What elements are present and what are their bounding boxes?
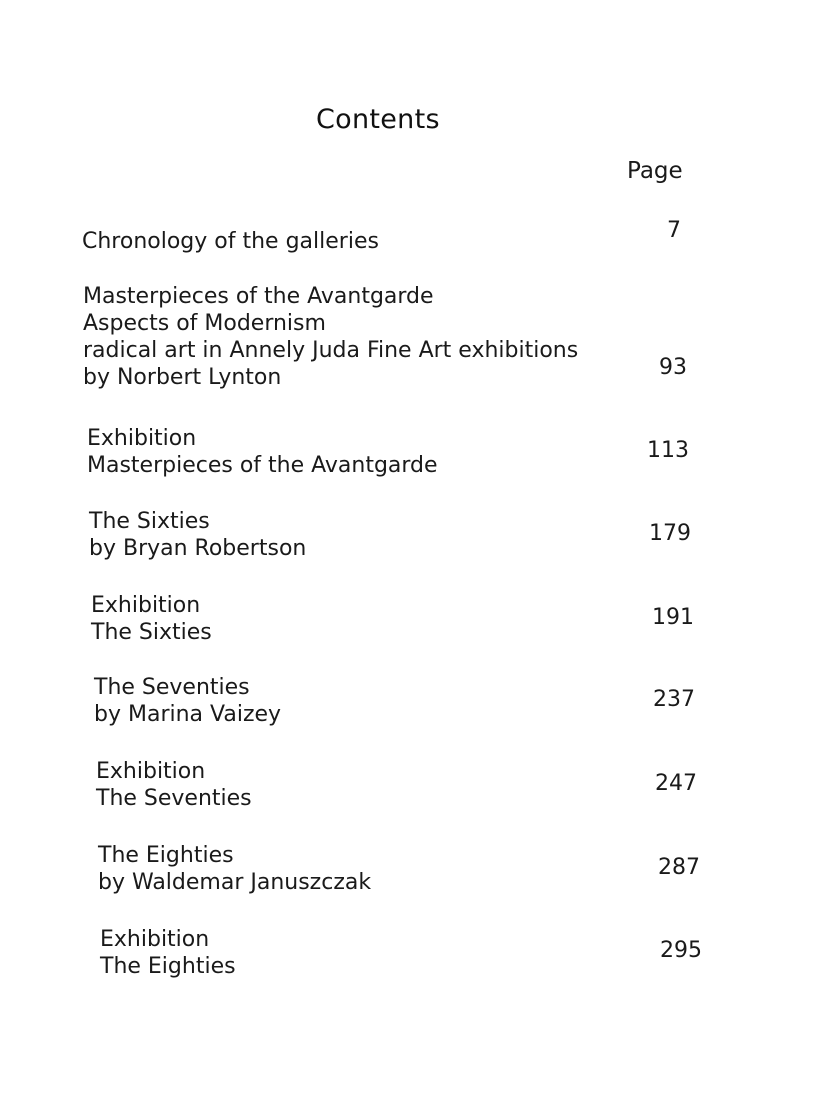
- entry-title-line: The Seventies: [94, 675, 250, 700]
- toc-entry-sixties-essay: [89, 508, 709, 562]
- entry-subtitle-line: The Seventies: [96, 786, 252, 811]
- entry-title-line: The Sixties: [89, 509, 210, 534]
- toc-entry-masterpieces-exhibition: [87, 425, 707, 479]
- entry-title-line: Chronology of the galleries: [82, 229, 379, 254]
- entry-author-line: by Marina Vaizey: [94, 702, 282, 727]
- entry-page-number: 287: [658, 855, 700, 880]
- entry-page-number: 237: [653, 687, 695, 712]
- entry-title-line: The Eighties: [98, 843, 234, 868]
- entry-title-line: Masterpieces of the Avantgarde: [83, 284, 434, 309]
- entry-page-number: 179: [649, 521, 691, 546]
- entry-author-line: by Bryan Robertson: [89, 536, 307, 561]
- entry-title-line: Exhibition: [87, 426, 197, 451]
- entry-page-number: 247: [655, 771, 697, 796]
- toc-entry-seventies-exhibition: [96, 758, 716, 812]
- entry-author-line: by Norbert Lynton: [83, 365, 282, 390]
- entry-subtitle-line: Masterpieces of the Avantgarde: [87, 453, 438, 478]
- entry-page-number: 93: [659, 355, 687, 380]
- entry-title-line: Exhibition: [100, 927, 210, 952]
- entry-subtitle-line: Aspects of Modernism: [83, 311, 326, 336]
- entry-page-number: 113: [647, 438, 689, 463]
- entry-subtitle-line: The Eighties: [100, 954, 236, 979]
- entry-page-number: 7: [667, 218, 681, 243]
- toc-entry-seventies-essay: [94, 674, 714, 728]
- toc-entry-masterpieces-essay: [83, 283, 703, 391]
- page-title: Contents: [316, 104, 440, 135]
- entry-title-line: Exhibition: [91, 593, 201, 618]
- entry-subtitle-line: The Sixties: [91, 620, 212, 645]
- entry-page-number: 191: [652, 605, 694, 630]
- entry-subtitle-line: radical art in Annely Juda Fine Art exhibitions: [83, 338, 579, 363]
- entry-author-line: by Waldemar Januszczak: [98, 870, 372, 895]
- toc-entry-chronology: [82, 218, 702, 255]
- page-column-header: Page: [627, 158, 683, 184]
- entry-title-line: Exhibition: [96, 759, 206, 784]
- entry-page-number: 295: [660, 938, 702, 963]
- toc-entry-sixties-exhibition: [91, 592, 711, 646]
- toc-entry-eighties-essay: [98, 842, 718, 896]
- toc-entry-eighties-exhibition: [100, 926, 720, 980]
